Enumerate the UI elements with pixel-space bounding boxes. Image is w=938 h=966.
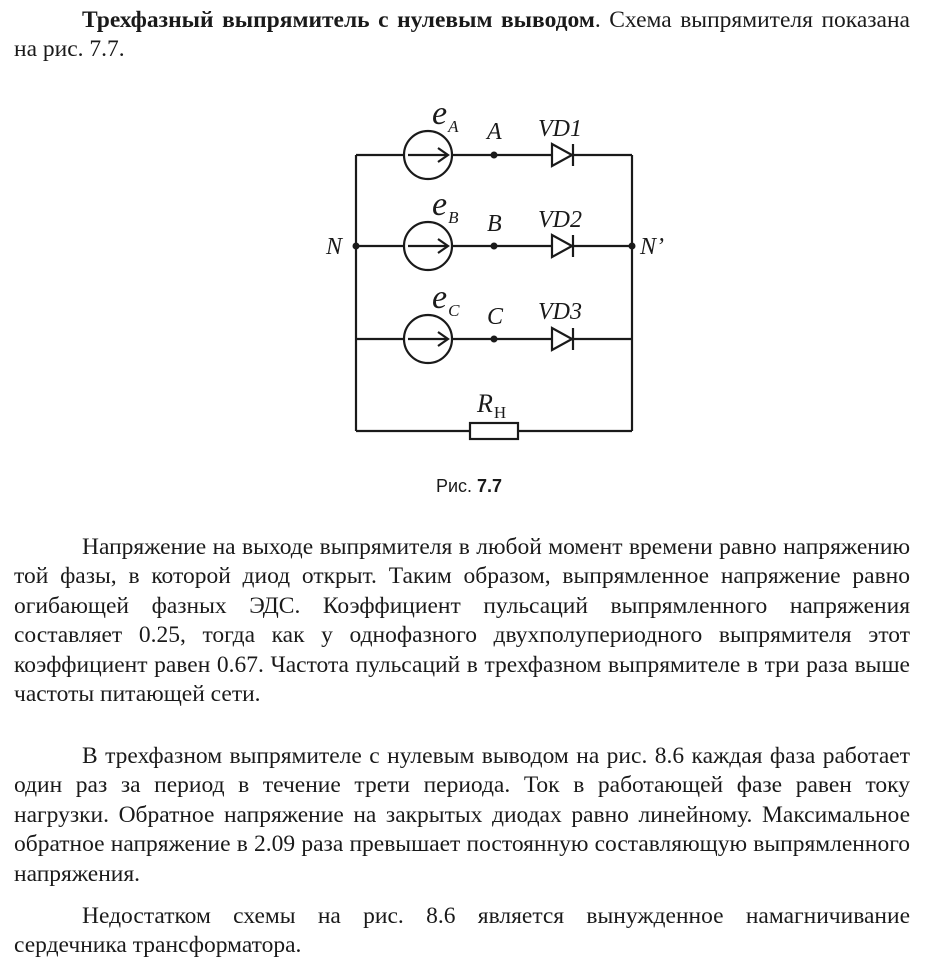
label-n: N xyxy=(326,234,343,260)
label-node-b: B xyxy=(487,211,502,237)
intro-paragraph xyxy=(14,6,910,65)
diode-vd2-icon xyxy=(552,235,573,257)
label-rn: $R_Н$ xyxy=(477,389,507,422)
rectifier-circuit-diagram xyxy=(320,94,680,454)
label-vd3: VD3 xyxy=(538,299,582,325)
label-ec: $e_C$ xyxy=(432,279,460,320)
figure-caption: Рис. 7.7 xyxy=(435,476,503,496)
label-node-c: C xyxy=(487,304,504,330)
section-heading: Трехфазный выпрямитель с нулевым выводом xyxy=(82,7,595,33)
body-paragraph-3: Недостатком схемы на рис. 8.6 является вынужденное намагничивание сердечника трансформатора. xyxy=(14,903,910,959)
label-node-a: A xyxy=(487,119,502,145)
diode-vd1-icon xyxy=(552,144,573,166)
diode-vd3-icon xyxy=(552,328,573,350)
label-vd2: VD2 xyxy=(538,207,582,233)
label-eb: $e_B$ xyxy=(432,186,459,227)
body-paragraph-2: В трехфазном выпрямителе с нулевым выводом на рис. 8.6 каждая фаза работает один раз за период в течение трети периода. Ток в работающей фазе равен току нагрузки. Обратное напряжение на закрытых диодах равно линейному. Максимальное обратное напряжение в 2.09 раза превышает постоянную составляющую выпрямленного напряжения. xyxy=(14,743,910,887)
node-b-dot xyxy=(491,243,498,250)
node-n-prime-dot xyxy=(629,243,636,250)
intro-text: . Схема выпрямителя показана на рис. 7.7. xyxy=(14,7,910,63)
label-n-prime: N’ xyxy=(640,234,664,260)
node-a-dot xyxy=(491,152,498,159)
body-paragraph-1: Напряжение на выходе выпрямителя в любой момент времени равно напряжению той фазы, в которой диод открыт. Таким образом, выпрямленное напряжение равно огибающей фазных ЭДС. Коэффициент пульсаций выпрямленного напряжения составляет 0.25, тогда как у однофазного двухполупериодного выпрямителя этот коэффициент равен 0.67. Частота пульсаций в трехфазном выпрямителе в три раза выше частоты питающей сети. xyxy=(14,534,910,708)
label-ea: $e_A$ xyxy=(432,95,459,136)
node-n-dot xyxy=(353,243,360,250)
node-c-dot xyxy=(491,336,498,343)
label-vd1: VD1 xyxy=(538,116,582,142)
load-resistor-icon xyxy=(470,423,518,439)
